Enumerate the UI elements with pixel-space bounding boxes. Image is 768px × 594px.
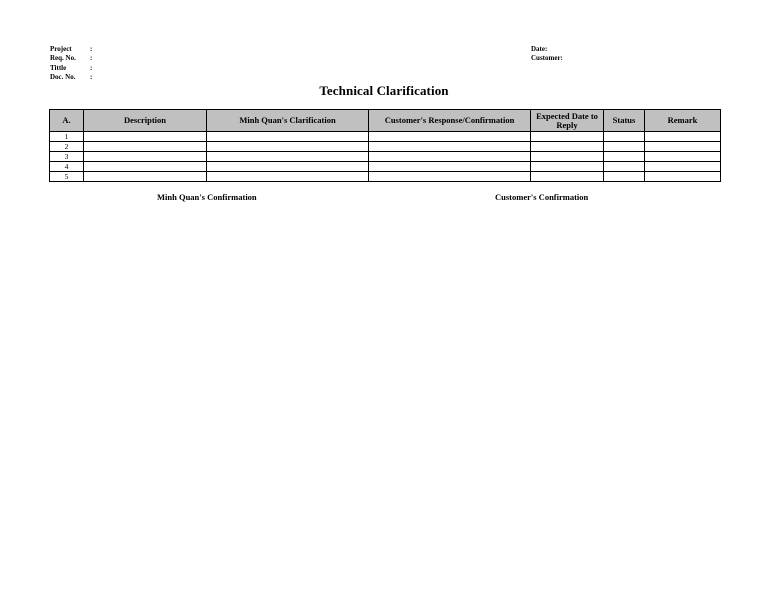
meta-label: Req. No. — [50, 54, 76, 63]
status-cell[interactable] — [604, 142, 645, 152]
column-header-clarification: Minh Quan's Clarification — [207, 110, 369, 132]
meta-label: Customer: — [531, 54, 563, 63]
meta-label: Doc. No. — [50, 72, 76, 81]
document-meta-right — [531, 45, 563, 64]
remark-cell[interactable] — [645, 152, 721, 162]
meta-label: Tittle — [50, 63, 67, 72]
expected-date-cell[interactable] — [531, 172, 604, 182]
minh-quan-confirmation-label: Minh Quan's Confirmation — [157, 192, 257, 202]
expected-date-cell[interactable] — [531, 132, 604, 142]
table-row — [50, 142, 721, 152]
clarification-cell[interactable] — [207, 142, 369, 152]
document-meta-left — [50, 45, 96, 82]
customer-response-cell[interactable] — [369, 152, 531, 162]
meta-row-customer — [531, 54, 563, 63]
table-row — [50, 162, 721, 172]
column-header-index: A. — [50, 110, 84, 132]
status-cell[interactable] — [604, 132, 645, 142]
page-title: Technical Clarification — [319, 83, 449, 98]
table-row — [50, 152, 721, 162]
table-row — [50, 132, 721, 142]
description-cell[interactable] — [84, 162, 207, 172]
remark-cell[interactable] — [645, 132, 721, 142]
expected-date-cell[interactable] — [531, 142, 604, 152]
row-number: 3 — [50, 152, 84, 162]
description-cell[interactable] — [84, 152, 207, 162]
table-row — [50, 172, 721, 182]
clarification-cell[interactable] — [207, 162, 369, 172]
expected-date-cell[interactable] — [531, 152, 604, 162]
status-cell[interactable] — [604, 152, 645, 162]
remark-cell[interactable] — [645, 172, 721, 182]
status-cell[interactable] — [604, 172, 645, 182]
customer-response-cell[interactable] — [369, 142, 531, 152]
clarification-cell[interactable] — [207, 132, 369, 142]
meta-colon: : — [90, 72, 93, 81]
meta-row-date — [531, 45, 563, 54]
row-number: 4 — [50, 162, 84, 172]
meta-colon: : — [90, 63, 93, 72]
meta-label: Date: — [531, 45, 548, 53]
customer-response-cell[interactable] — [369, 132, 531, 142]
clarification-cell[interactable] — [207, 152, 369, 162]
row-number: 1 — [50, 132, 84, 142]
column-header-remark: Remark — [645, 110, 721, 132]
meta-colon: : — [90, 45, 93, 53]
meta-label: Project — [50, 45, 72, 53]
column-header-customer-response: Customer's Response/Confirmation — [369, 110, 531, 132]
status-cell[interactable] — [604, 162, 645, 172]
customer-response-cell[interactable] — [369, 172, 531, 182]
expected-date-cell[interactable] — [531, 162, 604, 172]
meta-colon: : — [90, 54, 93, 63]
description-cell[interactable] — [84, 132, 207, 142]
remark-cell[interactable] — [645, 142, 721, 152]
meta-row-req-no — [50, 54, 96, 63]
table-header-row — [50, 110, 721, 132]
meta-row-doc-no — [50, 73, 96, 82]
customer-confirmation-label: Customer's Confirmation — [495, 192, 589, 202]
column-header-description: Description — [84, 110, 207, 132]
description-cell[interactable] — [84, 142, 207, 152]
meta-row-project — [50, 45, 96, 54]
row-number: 2 — [50, 142, 84, 152]
description-cell[interactable] — [84, 172, 207, 182]
meta-row-title — [50, 64, 96, 73]
column-header-status: Status — [604, 110, 645, 132]
remark-cell[interactable] — [645, 162, 721, 172]
clarification-cell[interactable] — [207, 172, 369, 182]
column-header-expected-date: Expected Date to Reply — [531, 110, 604, 132]
customer-response-cell[interactable] — [369, 162, 531, 172]
clarification-table — [49, 109, 721, 182]
row-number: 5 — [50, 172, 84, 182]
